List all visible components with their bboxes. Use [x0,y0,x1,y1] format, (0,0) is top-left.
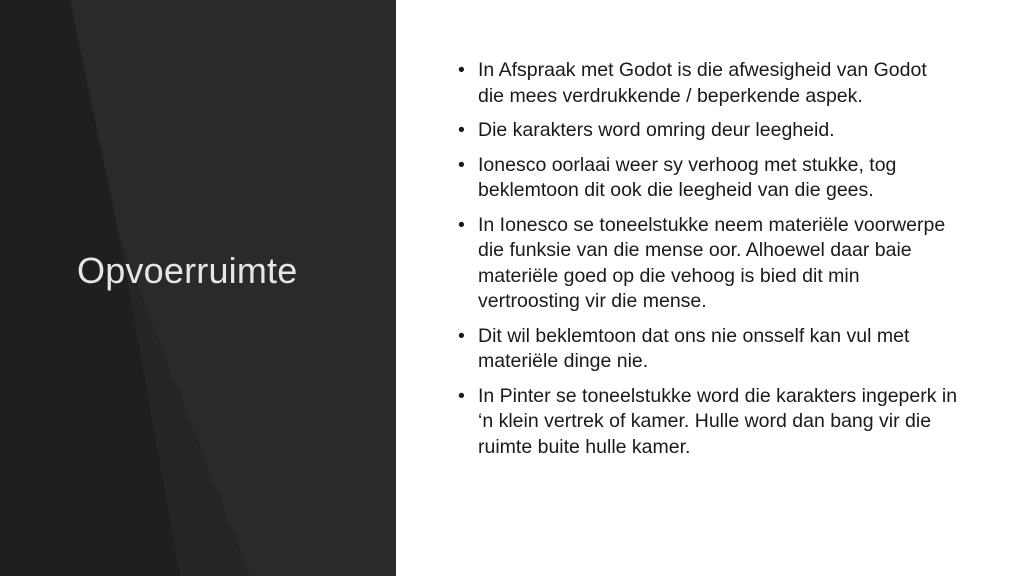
bullet-list [458,58,958,469]
bullet-icon: • [458,324,465,347]
bullet-item [458,213,958,315]
bullet-text: In Ionesco se toneelstukke neem materiële voorwerpe die funksie van die mense oor. Alhoewel daar baie materiële goed op die vehoog is bied dit min vertroosting vir die mense. [478,213,946,312]
bullet-icon: • [458,384,465,407]
bullet-item [458,384,958,461]
bullet-icon: • [458,119,465,141]
bullet-text: In Pinter se toneelstukke word die karakters ingeperk in ‘n klein vertrek of kamer. Hulle word dan bang vir die ruimte buite hulle kamer. [478,384,958,458]
bullet-item [458,324,958,375]
bullet-icon: • [458,59,465,81]
bullet-icon: • [458,213,465,236]
bullet-item [458,58,958,109]
slide-title: Opvoerruimte [77,250,298,291]
bullet-icon: • [458,153,465,176]
bullet-text: Dit wil beklemtoon dat ons nie onsself kan vul met materiële dinge nie. [478,324,910,372]
bullet-text: Die karakters word omring deur leegheid. [478,119,835,141]
title-panel [0,0,396,576]
bullet-text: Ionesco oorlaai weer sy verhoog met stukke, tog beklemtoon dit ook die leegheid van die gees. [478,153,897,201]
bullet-item [458,118,958,144]
bullet-text: In Afspraak met Godot is die afwesigheid van Godot die mees verdrukkende / beperkende aspek. [478,59,927,107]
bullet-item [458,153,958,204]
